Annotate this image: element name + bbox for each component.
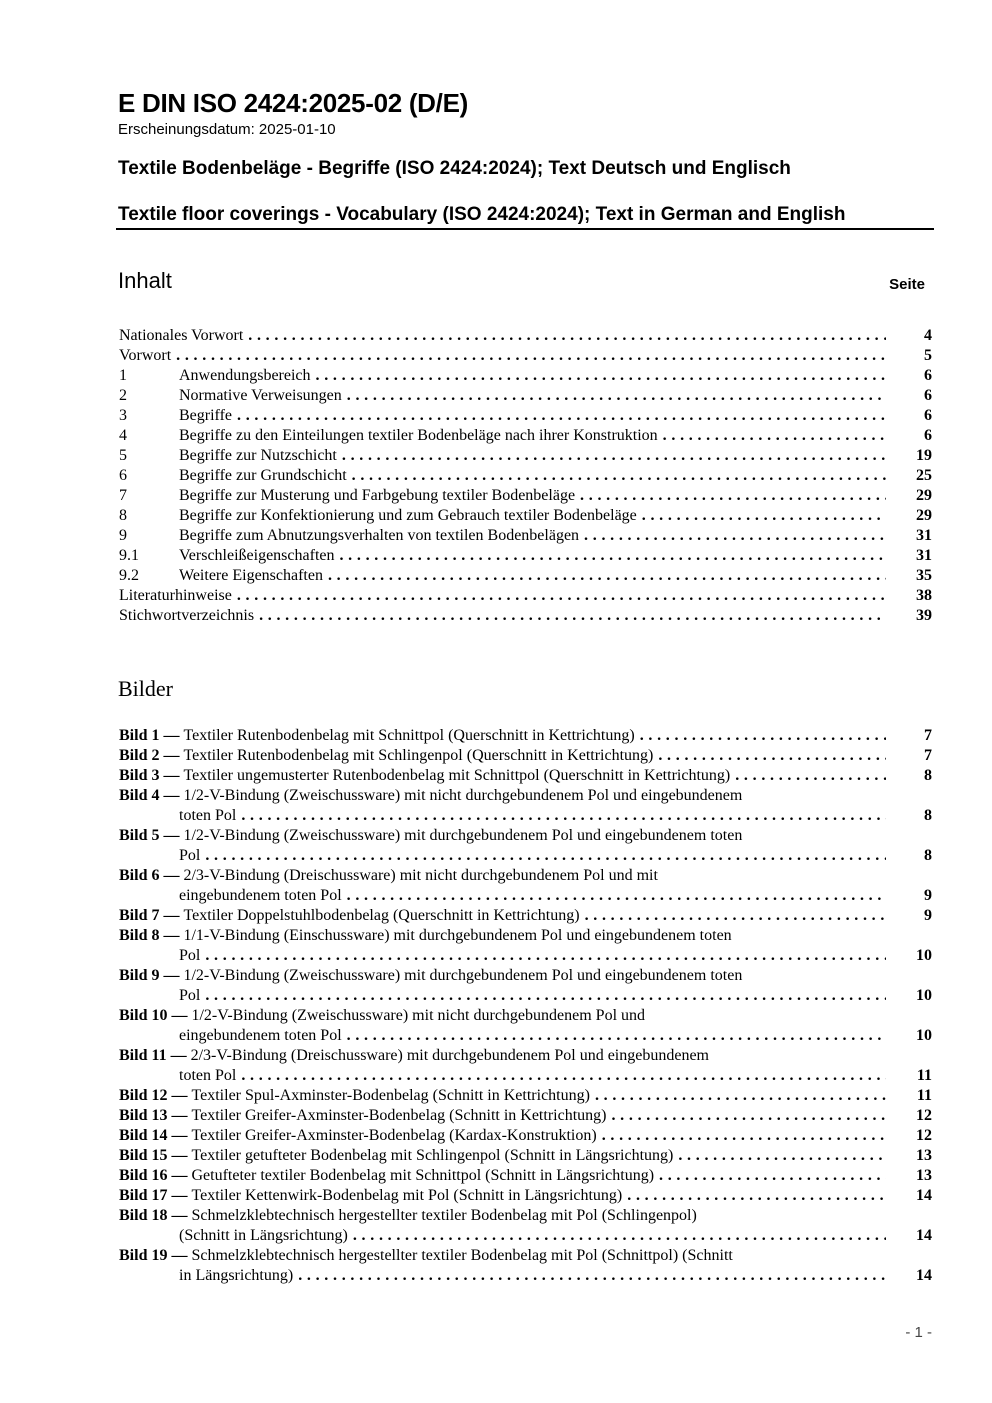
figure-entry[interactable]: [119, 1146, 932, 1166]
figure-entry-line: [119, 1126, 932, 1146]
figure-entry-line: [119, 1206, 932, 1226]
toc-entry[interactable]: [119, 326, 932, 346]
toc-entry-number: 1: [119, 367, 127, 384]
figure-page: 10: [916, 987, 932, 1004]
publication-date: Erscheinungsdatum: 2025-01-10: [118, 121, 336, 138]
toc-entry-label: Begriffe zur Musterung und Farbgebung textiler Bodenbeläge: [179, 487, 576, 504]
figure-entry-line: [119, 886, 932, 906]
figure-entry[interactable]: [119, 1206, 932, 1246]
dot-leader: [337, 446, 886, 466]
figure-number: Bild 5 —: [119, 827, 180, 844]
figure-caption: Pol: [179, 987, 201, 1004]
dot-leader: [579, 526, 886, 546]
dot-leader: [236, 806, 886, 826]
figure-number: Bild 10 —: [119, 1007, 188, 1024]
figures-heading: Bilder: [118, 676, 173, 701]
figure-caption: eingebundenem toten Pol: [179, 1027, 342, 1044]
figure-entry[interactable]: [119, 1106, 932, 1126]
figure-entry-line: [119, 746, 932, 766]
dot-leader: [673, 1146, 886, 1166]
figure-number: Bild 13 —: [119, 1107, 188, 1124]
figure-entry[interactable]: [119, 966, 932, 1006]
toc-entry-label: Weitere Eigenschaften: [179, 567, 323, 584]
figure-page: 10: [916, 1027, 932, 1044]
figure-number: Bild 3 —: [119, 767, 180, 784]
dot-leader: [342, 1026, 886, 1046]
figure-caption: Schmelzklebtechnisch hergestellter textiler Bodenbelag mit Pol (Schnittpol) (Schnitt: [191, 1247, 733, 1264]
figure-number: Bild 12 —: [119, 1087, 188, 1104]
toc-entry-page: 25: [916, 467, 932, 484]
toc-entry-page: 19: [916, 447, 932, 464]
figure-caption: Textiler Greifer-Axminster-Bodenbelag (Schnitt in Kettrichtung): [191, 1107, 607, 1124]
toc-entry[interactable]: [119, 386, 932, 406]
figure-number: Bild 15 —: [119, 1147, 188, 1164]
toc-entry[interactable]: [119, 446, 932, 466]
figure-entry-line: [119, 1106, 932, 1126]
figure-entry-line: [119, 966, 932, 986]
toc-entry-number: 9.1: [119, 547, 139, 564]
toc-entry-label: Stichwortverzeichnis: [119, 607, 255, 624]
figure-caption: eingebundenem toten Pol: [179, 887, 342, 904]
toc-entry-number: 2: [119, 387, 127, 404]
figure-caption: toten Pol: [179, 1067, 237, 1084]
toc-entry-page: 29: [916, 487, 932, 504]
toc-entry[interactable]: [119, 346, 932, 366]
toc-entry-label: Begriffe zur Nutzschicht: [179, 447, 337, 464]
figure-caption: in Längsrichtung): [179, 1267, 294, 1284]
figure-entry[interactable]: [119, 746, 932, 766]
figure-caption: Textiler Greifer-Axminster-Bodenbelag (Kardax-Konstruktion): [191, 1127, 597, 1144]
figure-entry[interactable]: [119, 766, 932, 786]
figure-entry-line: [119, 1266, 932, 1286]
figure-caption: (Schnitt in Längsrichtung): [179, 1227, 348, 1244]
toc-entry-number: 6: [119, 467, 127, 484]
dot-leader: [342, 886, 886, 906]
figure-caption: Schmelzklebtechnisch hergestellter textiler Bodenbelag mit Pol (Schlingenpol): [191, 1207, 697, 1224]
figure-entry-line: [119, 946, 932, 966]
toc-entry-page: 31: [916, 547, 932, 564]
figure-page: 10: [916, 947, 932, 964]
figure-entry[interactable]: [119, 906, 932, 926]
toc-entry-page: 6: [924, 407, 932, 424]
dot-leader: [232, 406, 886, 426]
toc-entry-page: 6: [924, 387, 932, 404]
toc-entry-number: 4: [119, 427, 127, 444]
toc-entry-page: 38: [916, 587, 932, 604]
figure-entry-line: [119, 766, 932, 786]
figure-entry-line: [119, 1146, 932, 1166]
toc-entry[interactable]: [119, 606, 932, 626]
figure-entry-line: [119, 1246, 932, 1266]
toc-entry[interactable]: [119, 486, 932, 506]
dot-leader: [171, 346, 886, 366]
toc-entry-page: 5: [924, 347, 932, 364]
toc-entry-number: 7: [119, 487, 127, 504]
figure-entry[interactable]: [119, 1046, 932, 1086]
figure-entry[interactable]: [119, 1166, 932, 1186]
figure-page: 8: [924, 847, 932, 864]
figure-number: Bild 17 —: [119, 1187, 188, 1204]
toc-entry-number: 8: [119, 507, 127, 524]
toc-entry-label: Begriffe zur Konfektionierung und zum Gebrauch textiler Bodenbeläge: [179, 507, 637, 524]
list-of-figures: [119, 726, 932, 1286]
toc-entry-number: 5: [119, 447, 127, 464]
figure-number: Bild 16 —: [119, 1167, 188, 1184]
toc-entry-label: Begriffe: [179, 407, 233, 424]
figure-entry[interactable]: [119, 1246, 932, 1286]
dot-leader: [606, 1106, 886, 1126]
figure-number: Bild 8 —: [119, 927, 180, 944]
dot-leader: [654, 1166, 886, 1186]
title-german: Textile Bodenbeläge - Begriffe (ISO 2424:2024); Text Deutsch und Englisch: [118, 158, 791, 179]
figure-caption: 1/1-V-Bindung (Einschussware) mit durchgebundenem Pol und eingebundenem toten: [183, 927, 732, 944]
figure-entry-line: [119, 726, 932, 746]
table-of-contents: [119, 326, 932, 626]
toc-entry[interactable]: [119, 466, 932, 486]
title-divider: [116, 228, 934, 230]
toc-entry-page: 6: [924, 367, 932, 384]
figure-entry[interactable]: [119, 1126, 932, 1146]
figure-page: 13: [916, 1167, 932, 1184]
figure-caption: Pol: [179, 947, 201, 964]
figure-entry-line: [119, 786, 932, 806]
toc-entry[interactable]: [119, 546, 932, 566]
figure-caption: 1/2-V-Bindung (Zweischussware) mit nicht durchgebundenem Pol und: [191, 1007, 646, 1024]
toc-entry-label: Nationales Vorwort: [119, 327, 244, 344]
figure-entry-line: [119, 906, 932, 926]
dot-leader: [232, 586, 886, 606]
figure-entry-line: [119, 926, 932, 946]
figure-entry[interactable]: [119, 1006, 932, 1046]
toc-entry-number: 9.2: [119, 567, 139, 584]
dot-leader: [200, 946, 886, 966]
toc-entry-label: Verschleißeigenschaften: [179, 547, 335, 564]
document-title: E DIN ISO 2424:2025-02 (D/E): [118, 88, 468, 118]
figure-caption: 2/3-V-Bindung (Dreischussware) mit durchgebundenem Pol und eingebundenem: [190, 1047, 709, 1064]
contents-heading: Inhalt: [118, 268, 172, 293]
figure-number: Bild 1 —: [119, 727, 180, 744]
figure-entry[interactable]: [119, 826, 932, 866]
figure-number: Bild 9 —: [119, 967, 180, 984]
toc-entry[interactable]: [119, 566, 932, 586]
toc-entry-page: 31: [916, 527, 932, 544]
figure-entry-line: [119, 806, 932, 826]
dot-leader: [323, 566, 886, 586]
figure-entry-line: [119, 1166, 932, 1186]
dot-leader: [342, 386, 886, 406]
dot-leader: [575, 486, 886, 506]
figure-caption: Textiler getufteter Bodenbelag mit Schlingenpol (Schnitt in Längsrichtung): [191, 1147, 674, 1164]
figure-entry[interactable]: [119, 786, 932, 826]
dot-leader: [348, 1226, 886, 1246]
figure-page: 11: [916, 1067, 932, 1084]
dot-leader: [243, 326, 886, 346]
figure-caption: 2/3-V-Bindung (Dreischussware) mit nicht durchgebundenem Pol und mit: [183, 867, 658, 884]
figure-caption: Textiler ungemusterter Rutenbodenbelag mit Schnittpol (Querschnitt in Kettrichtung): [183, 767, 731, 784]
dot-leader: [347, 466, 886, 486]
toc-entry[interactable]: [119, 586, 932, 606]
toc-entry-number: 3: [119, 407, 127, 424]
dot-leader: [622, 1186, 886, 1206]
dot-leader: [658, 426, 886, 446]
figure-caption: 1/2-V-Bindung (Zweischussware) mit nicht durchgebundenem Pol und eingebundenem: [183, 787, 743, 804]
figure-entry-line: [119, 826, 932, 846]
toc-entry-label: Vorwort: [119, 347, 172, 364]
dot-leader: [334, 546, 886, 566]
figure-number: Bild 4 —: [119, 787, 180, 804]
figure-entry-line: [119, 866, 932, 886]
figure-entry[interactable]: [119, 726, 932, 746]
figure-page: 14: [916, 1187, 932, 1204]
figure-entry[interactable]: [119, 866, 932, 906]
toc-entry-label: Literaturhinweise: [119, 587, 232, 604]
toc-entry-page: 4: [924, 327, 932, 344]
toc-entry-page: 35: [916, 567, 932, 584]
figure-page: 13: [916, 1147, 932, 1164]
dot-leader: [730, 766, 886, 786]
figure-caption: Textiler Doppelstuhlbodenbelag (Querschnitt in Kettrichtung): [183, 907, 580, 924]
dot-leader: [200, 846, 886, 866]
figure-number: Bild 19 —: [119, 1247, 188, 1264]
figure-number: Bild 7 —: [119, 907, 180, 924]
toc-entry[interactable]: [119, 366, 932, 386]
toc-entry-page: 29: [916, 507, 932, 524]
figure-entry-line: [119, 1006, 932, 1026]
figure-number: Bild 2 —: [119, 747, 180, 764]
figure-caption: Textiler Rutenbodenbelag mit Schlingenpol (Querschnitt in Kettrichtung): [183, 747, 654, 764]
figure-page: 12: [916, 1107, 932, 1124]
figure-caption: Textiler Rutenbodenbelag mit Schnittpol (Querschnitt in Kettrichtung): [183, 727, 635, 744]
figure-caption: 1/2-V-Bindung (Zweischussware) mit durchgebundenem Pol und eingebundenem toten: [183, 827, 743, 844]
figure-number: Bild 11 —: [119, 1047, 187, 1064]
dot-leader: [580, 906, 886, 926]
dot-leader: [293, 1266, 886, 1286]
toc-entry-page: 39: [916, 607, 932, 624]
figure-entry[interactable]: [119, 1086, 932, 1106]
dot-leader: [236, 1066, 886, 1086]
toc-entry[interactable]: [119, 506, 932, 526]
figure-number: Bild 6 —: [119, 867, 180, 884]
figure-entry-line: [119, 1226, 932, 1246]
dot-leader: [254, 606, 886, 626]
toc-entry-label: Begriffe zum Abnutzungsverhalten von textilen Bodenbelägen: [179, 527, 580, 544]
figure-entry-line: [119, 1066, 932, 1086]
figure-entry-line: [119, 1086, 932, 1106]
figure-caption: Pol: [179, 847, 201, 864]
figure-page: 9: [924, 907, 932, 924]
figure-number: Bild 14 —: [119, 1127, 188, 1144]
dot-leader: [590, 1086, 886, 1106]
toc-entry-number: 9: [119, 527, 127, 544]
toc-entry-label: Normative Verweisungen: [179, 387, 342, 404]
figure-page: 7: [924, 747, 932, 764]
dot-leader: [653, 746, 886, 766]
dot-leader: [637, 506, 886, 526]
figure-entry-line: [119, 1026, 932, 1046]
figure-entry-line: [119, 1186, 932, 1206]
toc-entry[interactable]: [119, 406, 932, 426]
dot-leader: [635, 726, 886, 746]
figure-number: Bild 18 —: [119, 1207, 188, 1224]
figure-page: 12: [916, 1127, 932, 1144]
figure-page: 14: [916, 1227, 932, 1244]
toc-entry-label: Anwendungsbereich: [179, 367, 311, 384]
figure-entry-line: [119, 986, 932, 1006]
figure-page: 11: [916, 1087, 932, 1104]
figure-entry-line: [119, 1046, 932, 1066]
figure-page: 8: [924, 807, 932, 824]
dot-leader: [311, 366, 886, 386]
title-english: Textile floor coverings - Vocabulary (ISO 2424:2024); Text in German and English: [118, 204, 846, 225]
figure-caption: 1/2-V-Bindung (Zweischussware) mit durchgebundenem Pol und eingebundenem toten: [183, 967, 743, 984]
figure-caption: Textiler Kettenwirk-Bodenbelag mit Pol (Schnitt in Längsrichtung): [191, 1187, 623, 1204]
figure-caption: toten Pol: [179, 807, 237, 824]
figure-page: 7: [924, 727, 932, 744]
toc-entry-label: Begriffe zu den Einteilungen textiler Bodenbeläge nach ihrer Konstruktion: [179, 427, 658, 444]
figure-caption: Getufteter textiler Bodenbelag mit Schnittpol (Schnitt in Längsrichtung): [191, 1167, 655, 1184]
toc-entry[interactable]: [119, 526, 932, 546]
figure-page: 9: [924, 887, 932, 904]
figure-page: 14: [916, 1267, 932, 1284]
toc-entry-label: Begriffe zur Grundschicht: [179, 467, 347, 484]
figure-entry-line: [119, 846, 932, 866]
toc-entry[interactable]: [119, 426, 932, 446]
toc-entry-page: 6: [924, 427, 932, 444]
figure-page: 8: [924, 767, 932, 784]
figure-caption: Textiler Spul-Axminster-Bodenbelag (Schnitt in Kettrichtung): [191, 1087, 590, 1104]
figure-entry[interactable]: [119, 926, 932, 966]
figure-entry[interactable]: [119, 1186, 932, 1206]
dot-leader: [597, 1126, 886, 1146]
page-number: - 1 -: [905, 1324, 932, 1341]
page-column-label: Seite: [889, 276, 925, 293]
dot-leader: [200, 986, 886, 1006]
